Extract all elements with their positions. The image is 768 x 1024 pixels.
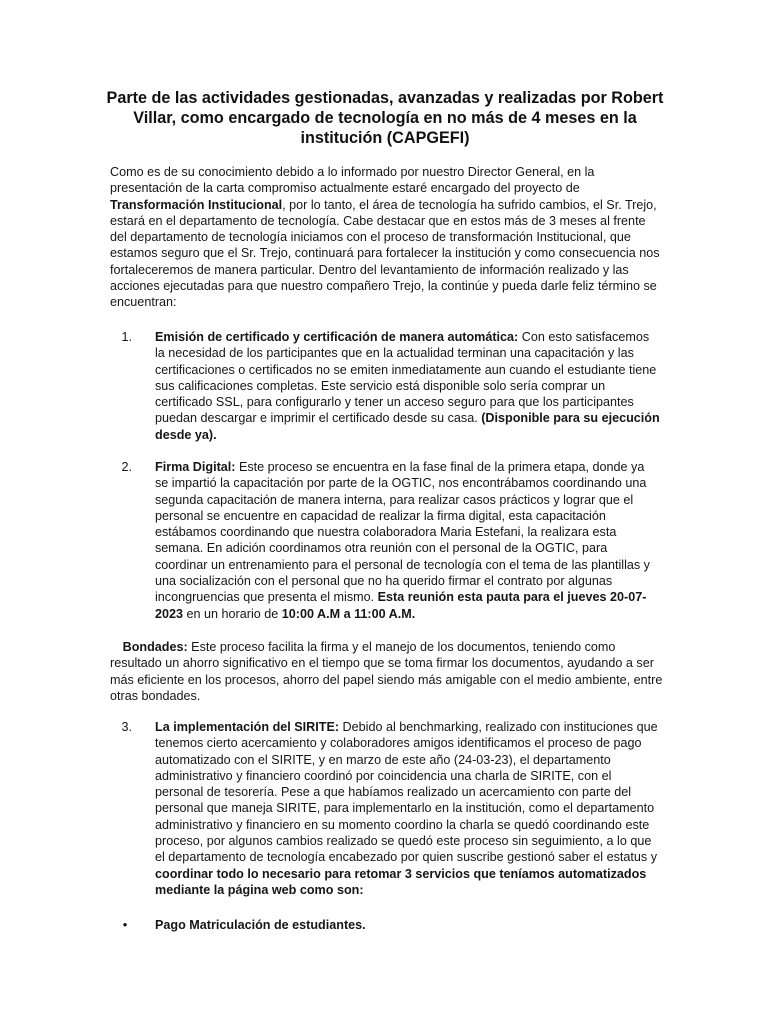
bondades-text: Este proceso facilita la firma y el manejo de los documentos, teniendo como resultado un ahorro significativo en el tiempo que se toma firmar los documentos, ayudando a ser más eficiente en los procesos, ahorro del papel siendo más amigable con el medio ambiente, entre otras bondades. — [110, 640, 663, 703]
document-title: Parte de las actividades gestionadas, avanzadas y realizadas por Robert Villar, como encargado de tecnología en no más de 4 meses en la institución (CAPGEFI) — [106, 89, 664, 147]
list-item-bold-tail: coordinar todo lo necesario para retomar 3 servicios que teníamos automatizados mediante la página web como son: — [155, 866, 647, 897]
list-item-text: Debido al benchmarking, realizado con instituciones que tenemos cierto acercamiento y colaboradores amigos identificamos el proceso de pago automatizado con el SIRITE, y en marzo de este año (24-03-23), el departamento administrativo y financiero coordinó por coincidencia una charla de SIRITE, con el personal de tesorería. Pese a que habíamos realizado un acercamiento con parte del personal que maneja SIRITE, para implementarlo en la institución, como el departamento administrativo y financiero en su momento coordino la charla se quedó coordinando este proceso, por algunos cambios realizado se quedó este proceso sin seguimiento, a lo que el departamento de tecnología encabezado por quien suscribe gestionó saber el estatus y — [155, 720, 658, 865]
list-number: 3. — [121, 720, 132, 734]
list-item-text: Con esto satisfacemos la necesidad de los participantes que en la actualidad terminan una capacitación y las certificaciones o certificados no se emiten inmediatamente aun cuando el estudiante tiene sus calificaciones completas. Este servicio está disponible solo sería comprar un certificado SSL, para configurarlo y tener un acceso seguro para que los participantes puedan descargar e imprimir el certificado desde su casa. — [155, 330, 657, 426]
list-item-heading: Firma Digital: — [155, 460, 236, 474]
intro-text-2: , por lo tanto, el área de tecnología ha sufrido cambios, el Sr. Trejo, estará en el departamento de tecnología. Cabe destacar que en estos más de 3 meses al frente del departamento de tecnología iniciamos con el proceso de transformación Institucional, que estamos seguro que el Sr. Trejo, continuará para fortalecer la institución y como consecuencia nos fortaleceremos de manera particular. Dentro del levantamiento de información realizado y las acciones ejecutadas para que nuestro compañero Trejo, la continúe y pueda darle feliz término se encuentran: — [110, 197, 660, 310]
list-number: 1. — [121, 330, 132, 344]
intro-paragraph — [110, 164, 665, 311]
list-item-heading: Emisión de certificado y certificación de manera automática: — [155, 330, 519, 344]
meeting-connector: en un horario de — [183, 606, 282, 621]
meeting-time: 10:00 A.M a 11:00 A.M. — [281, 606, 416, 621]
bondades-paragraph — [110, 639, 665, 704]
list-number: 2. — [121, 460, 132, 474]
bullet-text: Pago Matriculación de estudiantes. — [155, 918, 366, 932]
intro-text-1: Como es de su conocimiento debido a lo informado por nuestro Director General, en la presentación de la carta compromiso actualmente estaré encargado del proyecto de — [110, 165, 595, 196]
bondades-heading: Bondades: — [122, 640, 188, 654]
meeting-date: Esta reunión esta pauta para el jueves 20-07-2023 — [155, 590, 647, 621]
bullet-icon: • — [122, 917, 128, 932]
intro-bold-phrase: Transformación Institucional — [110, 197, 283, 212]
list-item-heading: La implementación del SIRITE: — [155, 720, 340, 734]
list-item-availability: (Disponible para su ejecución desde ya). — [155, 411, 660, 442]
list-item-text: Este proceso se encuentra en la fase final de la primera etapa, donde ya se impartió la capacitación por parte de la OGTIC, nos encontrábamos coordinando una segunda capacitación de manera interna, para realizar casos prácticos y lograr que el personal se encuentre en capacidad de realizar la firma digital, esta capacitación estábamos coordinando que nuestra colaboradora Maria Estefani, la realizara esta semana. En adición coordinamos otra reunión con el personal de la OGTIC, para coordinar un entrenamiento para el personal de tecnología con el tema de las plantillas y una socialización con el personal que no ha querido firmar el contrato por algunas incongruencias que presenta el mismo. — [155, 460, 650, 605]
